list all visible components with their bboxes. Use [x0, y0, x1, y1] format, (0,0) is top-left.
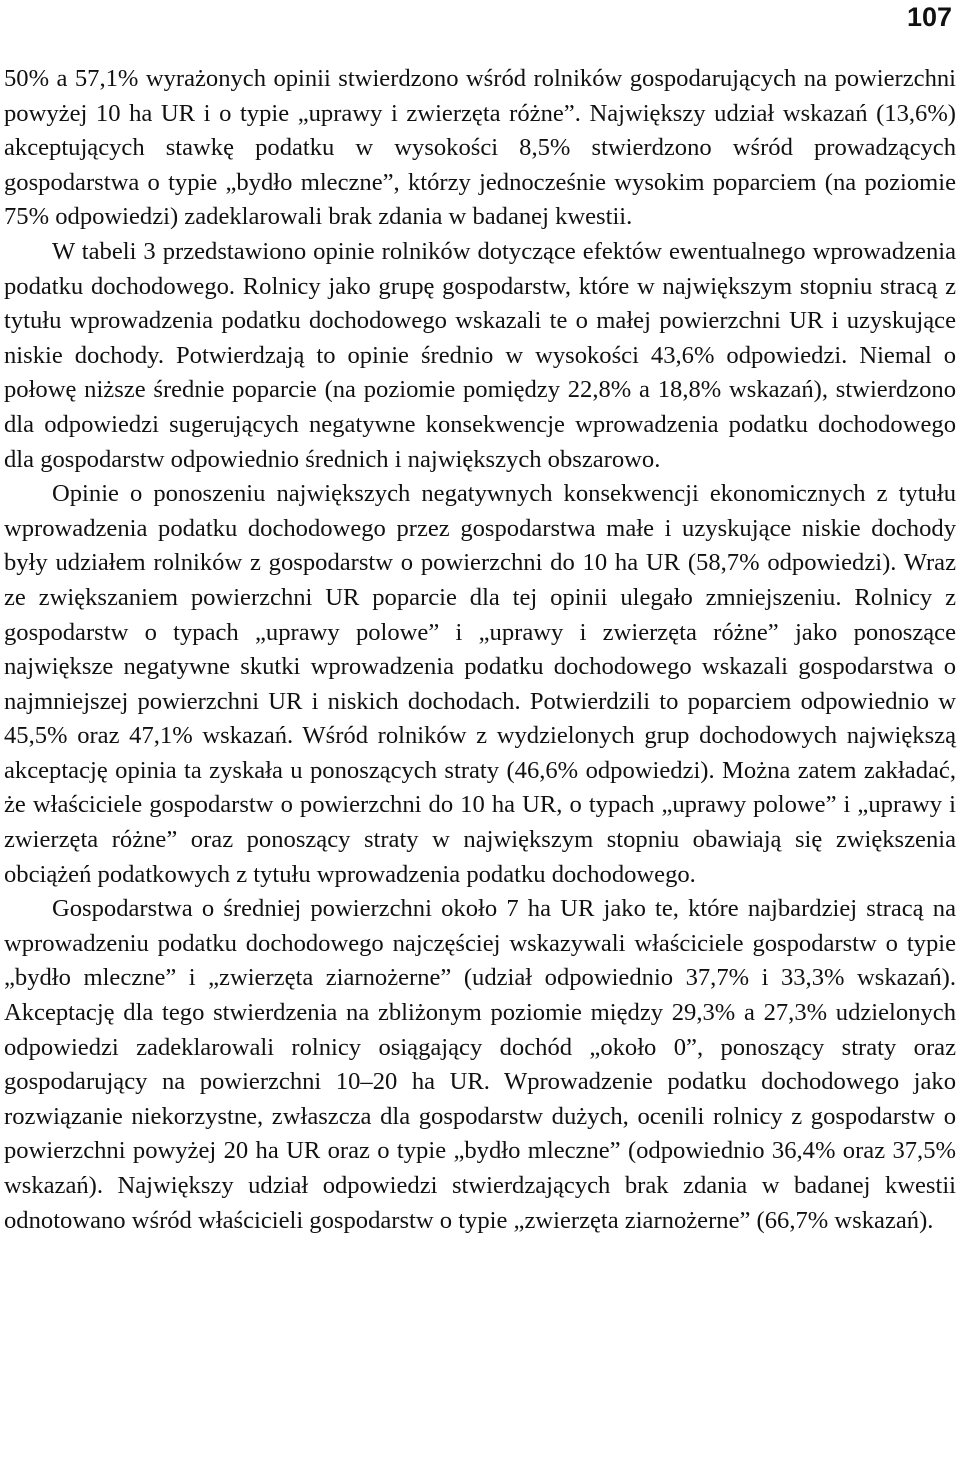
paragraph-1: 50% a 57,1% wyrażonych opinii stwierdzono wśród rolników gospodarujących na powierzchni powyżej 10 ha UR i o typie „uprawy i zwierzęta różne”. Największy udział wskazań (13,6%) akceptujących stawkę podatku w wysokości 8,5% stwierdzono wśród prowadzących gospodarstwa o typie „bydło mleczne”, którzy jednocześnie wysokim poparciem (na poziomie 75% odpowiedzi) zadeklarowali brak zdania w badanej kwestii. — [4, 65, 956, 231]
body-text — [4, 62, 956, 1238]
paragraph-2: W tabeli 3 przedstawiono opinie rolników dotyczące efektów ewentualnego wprowadzenia podatku dochodowego. Rolnicy jako grupę gospodarstw, które w największym stopniu stracą z tytułu wprowadzenia podatku dochodowego wskazali te o małej powierzchni UR i uzyskujące niskie dochody. Potwierdzają to opinie średnio w wysokości 43,6% odpowiedzi. Niemal o połowę niższe średnie poparcie (na poziomie pomiędzy 22,8% a 18,8% wskazań), stwierdzono dla odpowiedzi sugerujących negatywne konsekwencje wprowadzenia podatku dochodowego dla gospodarstw odpowiednio średnich i największych obszarowo. — [4, 237, 956, 473]
paragraph-3: Opinie o ponoszeniu największych negatywnych konsekwencji ekonomicznych z tytułu wprowadzenia podatku dochodowego przez gospodarstwa małe i uzyskujące niskie dochody były udziałem rolników z gospodarstw o powierzchni do 10 ha UR (58,7% odpowiedzi). Wraz ze zwiększaniem powierzchni UR poparcie dla tej opinii ulegało zmniejszeniu. Rolnicy z gospodarstw o typach „uprawy polowe” i „uprawy i zwierzęta różne” jako ponoszące największe negatywne skutki wprowadzenia podatku dochodowego wskazali gospodarstwa o najmniejszej powierzchni UR i niskich dochodach. Potwierdzili to poparciem odpowiednio w 45,5% oraz 47,1% wskazań. Wśród rolników z wydzielonych grup dochodowych największą akceptację opinia ta zyskała u ponoszących straty (46,6% odpowiedzi). Można zatem zakładać, że właściciele gospodarstw o powierzchni do 10 ha UR, o typach „uprawy polowe” i „uprawy i zwierzęta różne” oraz ponoszący straty w największym stopniu obawiają się zwiększenia obciążeń podatkowych z tytułu wprowadzenia podatku dochodowego. — [4, 480, 956, 888]
paragraph-4: Gospodarstwa o średniej powierzchni około 7 ha UR jako te, które najbardziej stracą na wprowadzeniu podatku dochodowego najczęściej wskazywali właściciele gospodarstw o typie „bydło mleczne” i „zwierzęta ziarnożerne” (udział odpowiednio 37,7% i 33,3% wskazań). Akceptację dla tego stwierdzenia na zbliżonym poziomie między 29,3% a 27,3% udzielonych odpowiedzi zadeklarowali rolnicy osiągający dochód „około 0”, ponoszący straty oraz gospodarujący na powierzchni 10–20 ha UR. Wprowadzenie podatku dochodowego jako rozwiązanie niekorzystne, zwłaszcza dla gospodarstw dużych, ocenili rolnicy z gospodarstw o powierzchni powyżej 20 ha UR oraz o typie „bydło mleczne” (odpowiednio 36,4% oraz 37,5% wskazań). Największy udział odpowiedzi stwierdzających brak zdania w badanej kwestii odnotowano wśród właścicieli gospodarstw o typie „zwierzęta ziarnożerne” (66,7% wskazań). — [4, 895, 956, 1234]
page-number: 107 — [906, 2, 952, 32]
